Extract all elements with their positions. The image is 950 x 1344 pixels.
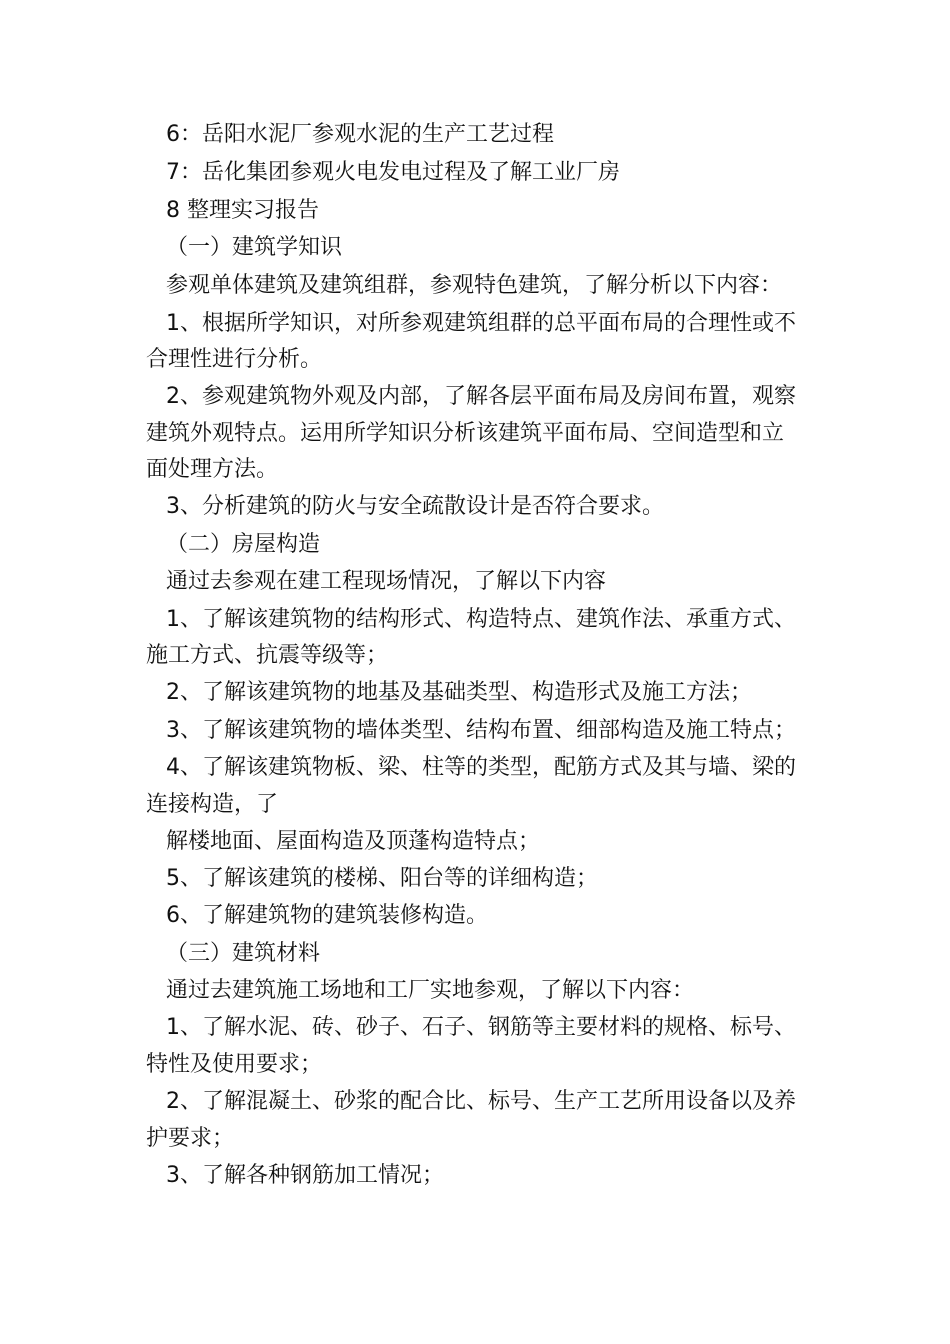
list-item: 3、了解各种钢筋加工情况； [166, 1163, 444, 1188]
list-item: 5、了解该建筑的楼梯、阳台等的详细构造； [166, 866, 598, 891]
text-line: 通过去参观在建工程现场情况，了解以下内容 [166, 569, 607, 594]
list-item: 2、参观建筑物外观及内部，了解各层平面布局及房间布置，观察 [166, 384, 796, 409]
list-item: 4、了解该建筑物板、梁、柱等的类型，配筋方式及其与墙、梁的 [166, 755, 796, 780]
list-item: 2、了解该建筑物的地基及基础类型、构造形式及施工方法； [166, 680, 752, 705]
text-line: 建筑外观特点。运用所学知识分析该建筑平面布局、空间造型和立 [146, 421, 785, 446]
text-line: 7：岳化集团参观火电发电过程及了解工业厂房 [166, 160, 620, 185]
section-heading: （三）建筑材料 [166, 941, 321, 966]
text-line: 解楼地面、屋面构造及顶蓬构造特点； [166, 829, 541, 854]
text-line: 施工方式、抗震等级等； [146, 643, 389, 668]
text-line: 8 整理实习报告 [166, 198, 319, 223]
text-line: 参观单体建筑及建筑组群，参观特色建筑，了解分析以下内容： [166, 273, 783, 298]
list-item: 3、分析建筑的防火与安全疏散设计是否符合要求。 [166, 494, 664, 519]
text-line: 6：岳阳水泥厂参观水泥的生产工艺过程 [166, 122, 554, 147]
section-heading: （一）建筑学知识 [166, 235, 343, 260]
list-item: 6、了解建筑物的建筑装修构造。 [166, 903, 488, 928]
list-item: 3、了解该建筑物的墙体类型、结构布置、细部构造及施工特点； [166, 718, 796, 743]
text-line: 合理性进行分析。 [146, 347, 323, 372]
list-item: 1、了解该建筑物的结构形式、构造特点、建筑作法、承重方式、 [166, 607, 796, 632]
text-line: 特性及使用要求； [146, 1052, 323, 1077]
list-item: 1、了解水泥、砖、砂子、石子、钢筋等主要材料的规格、标号、 [166, 1015, 796, 1040]
text-line: 面处理方法。 [146, 457, 279, 482]
list-item: 2、了解混凝土、砂浆的配合比、标号、生产工艺所用设备以及养 [166, 1089, 796, 1114]
section-heading: （二）房屋构造 [166, 532, 321, 557]
text-line: 通过去建筑施工场地和工厂实地参观，了解以下内容： [166, 978, 695, 1003]
text-line: 连接构造，了 [146, 792, 279, 817]
list-item: 1、根据所学知识，对所参观建筑组群的总平面布局的合理性或不 [166, 311, 796, 336]
text-line: 护要求； [146, 1126, 235, 1151]
